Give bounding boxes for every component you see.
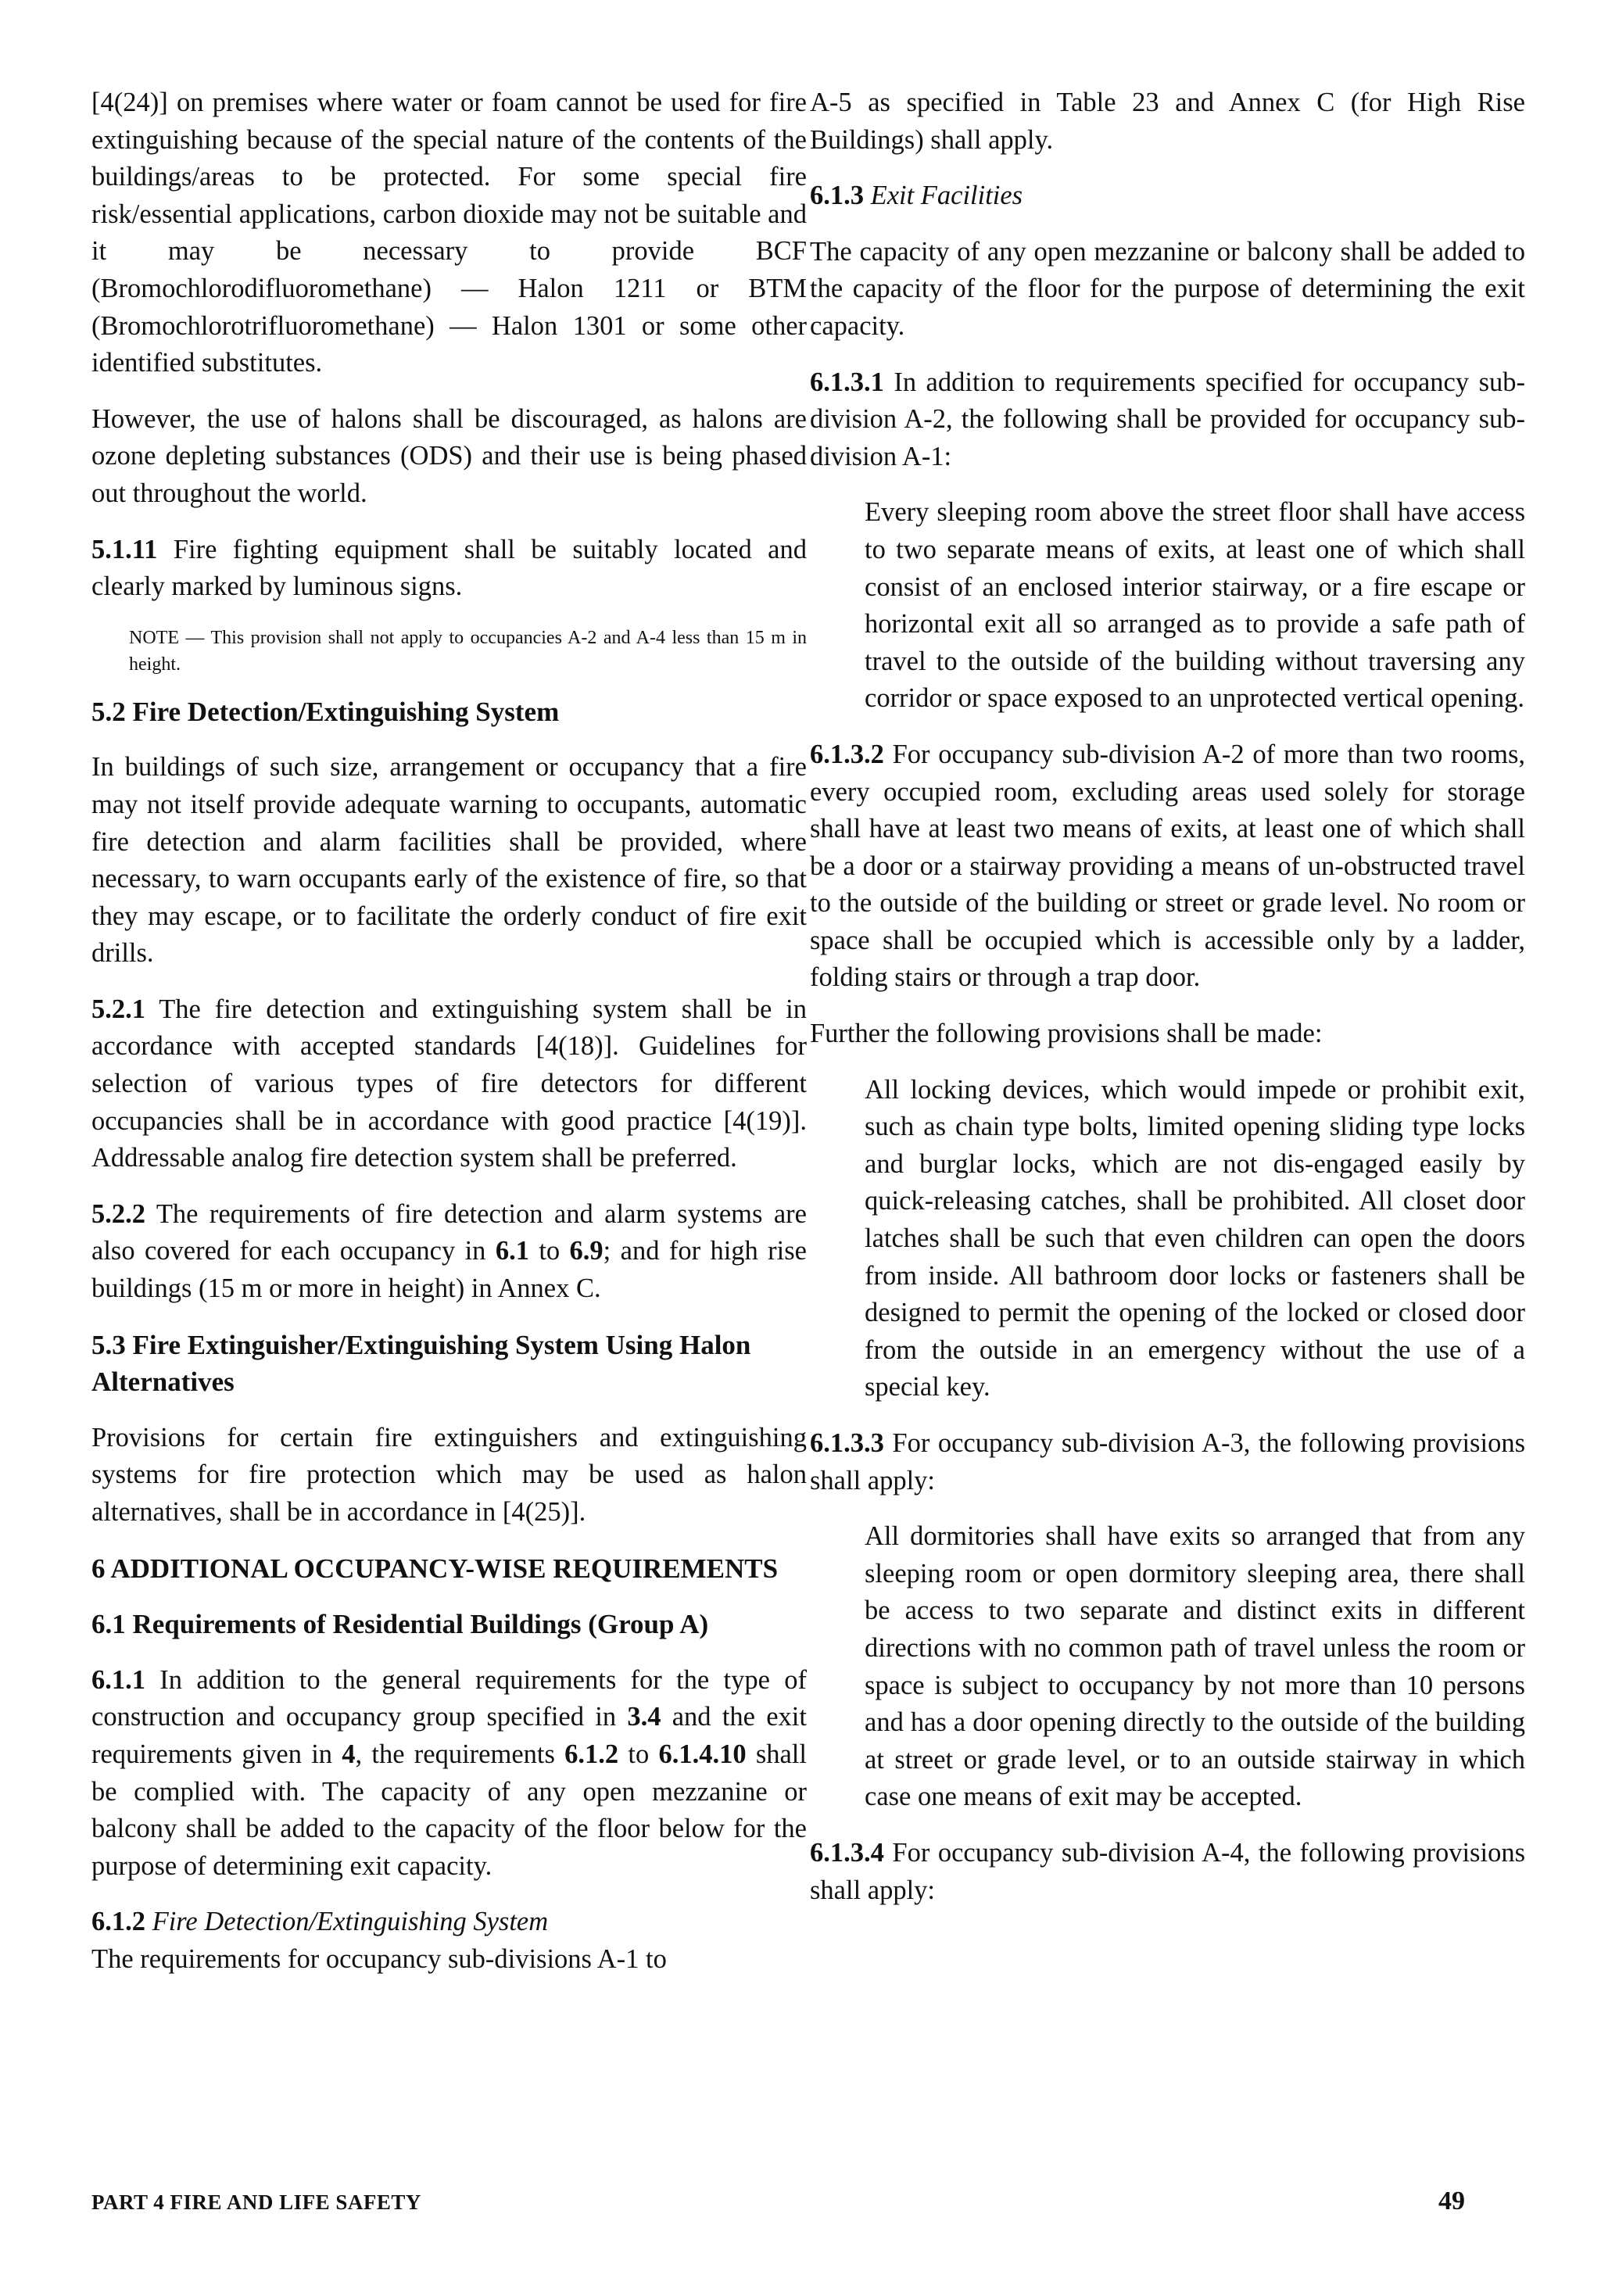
clause-number: 6.1.3.4 (810, 1837, 884, 1868)
clause-text: For occupancy sub-division A-4, the following provisions shall apply: (810, 1837, 1525, 1905)
clause-number: 5.2.2 (91, 1198, 145, 1229)
note: NOTE — This provision shall not apply to occupancies A-2 and A-4 less than 15 m in height. (129, 627, 807, 675)
clause-6-1-3-4 (810, 1835, 1525, 1909)
paragraph-5-2: In buildings of such size, arrangement or occupancy that a fire may not itself provide adequate warning to occupants, automatic fire detection and alarm facilities shall be provided, where necessary, to warn occupants early of the existence of fire, so that they may escape, or to facilitate the orderly conduct of fire exit drills. (91, 752, 807, 969)
clause-6-1-3-heading (810, 177, 1525, 215)
heading-5-2: 5.2 Fire Detection/Extinguishing System (91, 696, 560, 727)
clause-text: For occupancy sub-division A-2 of more than two rooms, every occupied room, excluding areas used solely for storage shall have at least two means of exits, at least one of which shall be a door or a stairway providing a means of un-obstructed travel to the outside of the building or street or grade level. No room or space shall be occupied which is accessible only by a ladder, folding stairs or through a trap door. (810, 739, 1525, 993)
paragraph-halon-discouraged: However, the use of halons shall be discouraged, as halons are ozone depleting substances (ODS) and their use is being phased out throughout the world. (91, 403, 807, 508)
clause-ref: 6.1 (495, 1236, 529, 1266)
clause-ref: 6.1.2 (564, 1739, 619, 1769)
page-number: 49 (1438, 2187, 1465, 2215)
indented-provision-a1: Every sleeping room above the street floor shall have access to two separate means of exits, at least one of which shall consist of an enclosed interior stairway, or a fire escape or horizontal exit all so arranged as to provide a safe path of travel to the outside of the building without traversing any corridor or space exposed to an unprotected vertical opening. (865, 497, 1525, 714)
clause-text: Fire fighting equipment shall be suitably located and clearly marked by luminous signs. (91, 534, 807, 602)
clause-text: to (528, 1236, 570, 1266)
clause-6-1-3-3 (810, 1425, 1525, 1499)
paragraph-6-1-3: The capacity of any open mezzanine or balcony shall be added to the capacity of the floor for the purpose of determining the exit capacity. (810, 236, 1525, 341)
indented-provision-dormitories: All dormitories shall have exits so arranged that from any sleeping room or open dormitory sleeping area, there shall be access to two separate and distinct exits in different directions with no common path of travel unless the room or space is subject to occupancy by not more than 10 persons and has a door opening directly to the outside of the building at street or grade level, or to an outside stairway in which case one means of exit may be accepted. (865, 1521, 1525, 1812)
paragraph-halon-intro: [4(24)] on premises where water or foam cannot be used for fire extinguishing because of the special nature of the contents of the buildings/areas to be protected. For some special fire risk/essential applications, carbon dioxide may not be suitable and it may be necessary to provide BCF (Bromochlorodifluoromethane) — Halon 1211 or BTM (Bromochlorotrifluoromethane) — Halon 1301 or some other identified substitutes. (91, 88, 807, 378)
paragraph-further: Further the following provisions shall be made: (810, 1019, 1323, 1049)
clause-5-1-11 (91, 532, 807, 606)
clause-5-2-1 (91, 991, 807, 1177)
clause-number: 6.1.1 (91, 1664, 145, 1695)
clause-text: ; and for high rise buildings (15 m or more in height) in Annex C. (91, 1236, 807, 1304)
clause-text: The requirements of fire detection and alarm systems are also covered for each occupancy in (91, 1198, 807, 1266)
paragraph-continued: A-5 as specified in Table 23 and Annex C (for High Rise Buildings) shall apply. (810, 88, 1525, 155)
clause-text: The fire detection and extinguishing system shall be in accordance with accepted standards [4(18)]. Guidelines for selection of various types of fire detectors for different occupancies shall be in accordance with good practice [4(19)]. Addressable analog fire detection system shall be preferred. (91, 994, 807, 1173)
clause-number: 6.1.3.1 (810, 367, 884, 397)
clause-text: and the exit requirements given in (91, 1702, 807, 1769)
heading-6: 6 ADDITIONAL OCCUPANCY-WISE REQUIREMENTS (91, 1553, 779, 1584)
clause-ref: 6.9 (569, 1236, 604, 1266)
clause-number: 6.1.3 (810, 181, 864, 211)
clause-number: 5.2.1 (91, 994, 145, 1024)
footer-part-title: PART 4 FIRE AND LIFE SAFETY (91, 2190, 421, 2214)
indented-provision-locks: All locking devices, which would impede or prohibit exit, such as chain type bolts, limited opening sliding type locks and burglar locks, which are not dis-engaged easily by quick-releasing catches, shall be prohibited. All closet door latches shall be such that even children can open the doors from inside. All bathroom door locks or fasteners shall be designed to permit the opening of the locked or closed door from the outside in an emergency without the use of a special key. (865, 1074, 1525, 1402)
clause-title: Fire Detection/Extinguishing System (145, 1907, 549, 1937)
clause-number: 6.1.3.2 (810, 739, 884, 769)
clause-text: In addition to requirements specified for occupancy sub-division A-2, the following shall be provided for occupancy sub-division A-1: (810, 367, 1525, 471)
clause-text: For occupancy sub-division A-3, the following provisions shall apply: (810, 1428, 1525, 1495)
right-column (810, 84, 1525, 1928)
clause-5-2-2 (91, 1196, 807, 1308)
clause-6-1-3-2 (810, 736, 1525, 997)
clause-6-1-3-1 (810, 364, 1525, 476)
clause-text: to (618, 1739, 659, 1769)
clause-6-1-1 (91, 1662, 807, 1886)
clause-title: Exit Facilities (864, 181, 1023, 211)
clause-ref: 3.4 (627, 1702, 661, 1732)
clause-number: 6.1.2 (91, 1907, 145, 1937)
clause-number: 5.1.11 (91, 534, 158, 564)
clause-text: , the requirements (355, 1739, 565, 1769)
left-column (91, 84, 807, 1979)
heading-6-1: 6.1 Requirements of Residential Buildings (Group A) (91, 1609, 709, 1640)
heading-5-3: 5.3 Fire Extinguisher/Extinguishing System Using Halon Alternatives (91, 1329, 751, 1398)
clause-6-1-2-text: The requirements for occupancy sub-divisions A-1 to (91, 1943, 667, 1974)
clause-6-1-2-heading (91, 1904, 807, 1941)
clause-number: 6.1.3.3 (810, 1428, 884, 1458)
clause-text: shall be complied with. The capacity of any open mezzanine or balcony shall be added to the capacity of the floor below for the purpose of determining exit capacity. (91, 1739, 807, 1881)
clause-ref: 4 (342, 1739, 356, 1769)
clause-text: In addition to the general requirements for the type of construction and occupancy group specified in (91, 1664, 807, 1732)
paragraph-5-3: Provisions for certain fire extinguishers and extinguishing systems for fire protection which may be used as halon alternatives, shall be in accordance in [4(25)]. (91, 1422, 807, 1527)
clause-ref: 6.1.4.10 (658, 1739, 747, 1769)
